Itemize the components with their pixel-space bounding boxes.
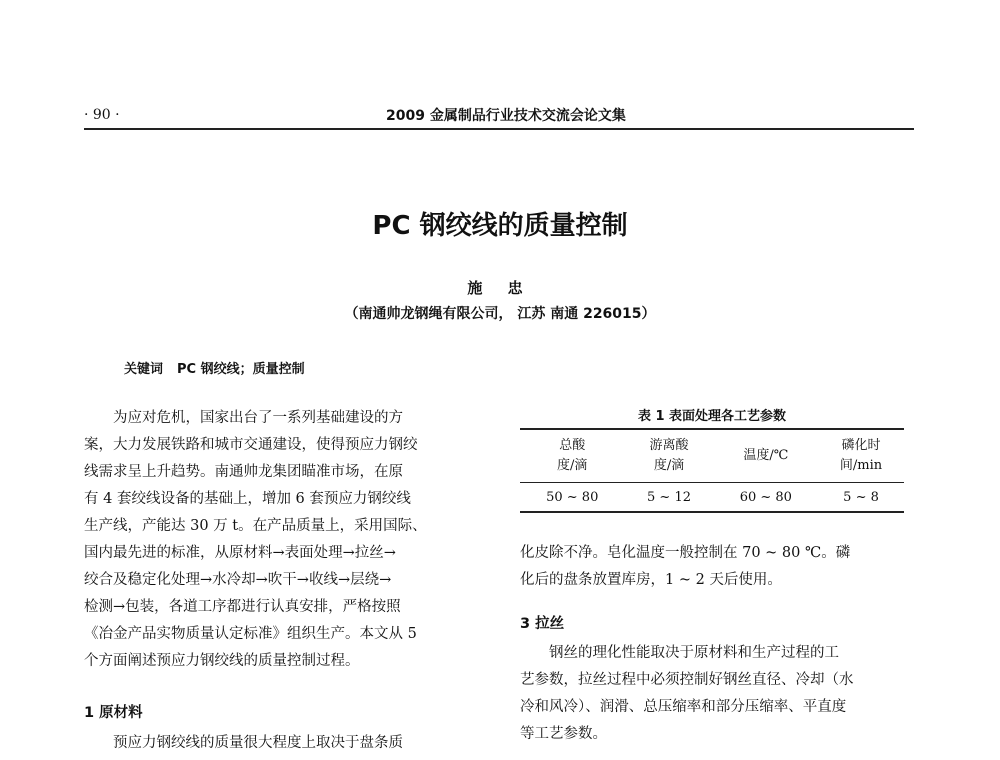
- intro-line: 检测→包装，各道工序都进行认真安排，严格按照: [84, 599, 401, 615]
- intro-paragraph: [84, 405, 496, 675]
- section-3-line: 艺参数，拉丝过程中必须控制好钢丝直径、冷却（水: [520, 672, 854, 688]
- continued-line: 化后的盘条放置库房，1 ~ 2 天后使用。: [520, 572, 782, 588]
- section-3-paragraph: [520, 640, 904, 748]
- article-title: PC 钢绞线的质量控制: [372, 211, 628, 241]
- section-3-heading: 3 拉丝: [520, 616, 565, 632]
- table-caption: 表 1 表面处理各工艺参数: [637, 409, 787, 424]
- continued-line: 化皮除不净。皂化温度一般控制在 70 ~ 80 ℃。磷: [520, 545, 851, 561]
- continued-paragraph: [520, 540, 904, 594]
- page-number: · 90 ·: [84, 107, 120, 123]
- table-header-row: [520, 429, 904, 483]
- table-cell: 5 ~ 12: [624, 483, 713, 513]
- intro-line: 为应对危机，国家出台了一系列基础建设的方: [113, 410, 403, 426]
- table-header-cell: 磷化时 间/min: [818, 429, 904, 483]
- table-header-cell: 游离酸 度/滴: [624, 429, 713, 483]
- section-3-line: 冷和风冷）、润滑、总压缩率和部分压缩率、平直度: [520, 699, 847, 715]
- intro-line: 个方面阐述预应力钢绞线的质量控制过程。: [84, 653, 360, 669]
- table-cell: 5 ~ 8: [818, 483, 904, 513]
- running-header-title: 2009 金属制品行业技术交流会论文集: [386, 108, 626, 124]
- table-header-cell: 总酸 度/滴: [520, 429, 624, 483]
- intro-line: 案，大力发展铁路和城市交通建设，使得预应力钢绞: [84, 437, 418, 453]
- author-name: 施 忠: [467, 279, 533, 297]
- intro-line: 线需求呈上升趋势。南通帅龙集团瞄准市场，在原: [84, 464, 403, 480]
- header-rule: [84, 128, 914, 130]
- section-1-heading: 1 原材料: [84, 705, 143, 721]
- table-cell: 60 ~ 80: [714, 483, 818, 513]
- intro-line: 《冶金产品实物质量认定标准》组织生产。本文从 5: [84, 626, 417, 642]
- keywords-value: PC 钢绞线；质量控制: [177, 362, 305, 377]
- section-1-text: 预应力钢绞线的质量很大程度上取决于盘条质: [113, 735, 403, 751]
- intro-line: 绞合及稳定化处理→水冷却→吹干→收线→层绕→: [84, 572, 392, 588]
- section-3-line: 等工艺参数。: [520, 726, 607, 742]
- intro-line: 有 4 套绞线设备的基础上，增加 6 套预应力钢绞线: [84, 491, 411, 507]
- author-affiliation: （南通帅龙钢绳有限公司， 江苏 南通 226015）: [344, 306, 656, 322]
- process-parameter-table: [520, 428, 904, 513]
- intro-line: 生产线，产能达 30 万 t。在产品质量上，采用国际、: [84, 518, 427, 534]
- keywords-label: 关键词: [124, 362, 164, 377]
- table-row: [520, 483, 904, 513]
- section-3-line: 钢丝的理化性能取决于原材料和生产过程的工: [549, 645, 839, 661]
- table-cell: 50 ~ 80: [520, 483, 624, 513]
- table-header-cell: 温度/℃: [714, 429, 818, 483]
- keywords: [124, 358, 305, 377]
- intro-line: 国内最先进的标准，从原材料→表面处理→拉丝→: [84, 545, 396, 561]
